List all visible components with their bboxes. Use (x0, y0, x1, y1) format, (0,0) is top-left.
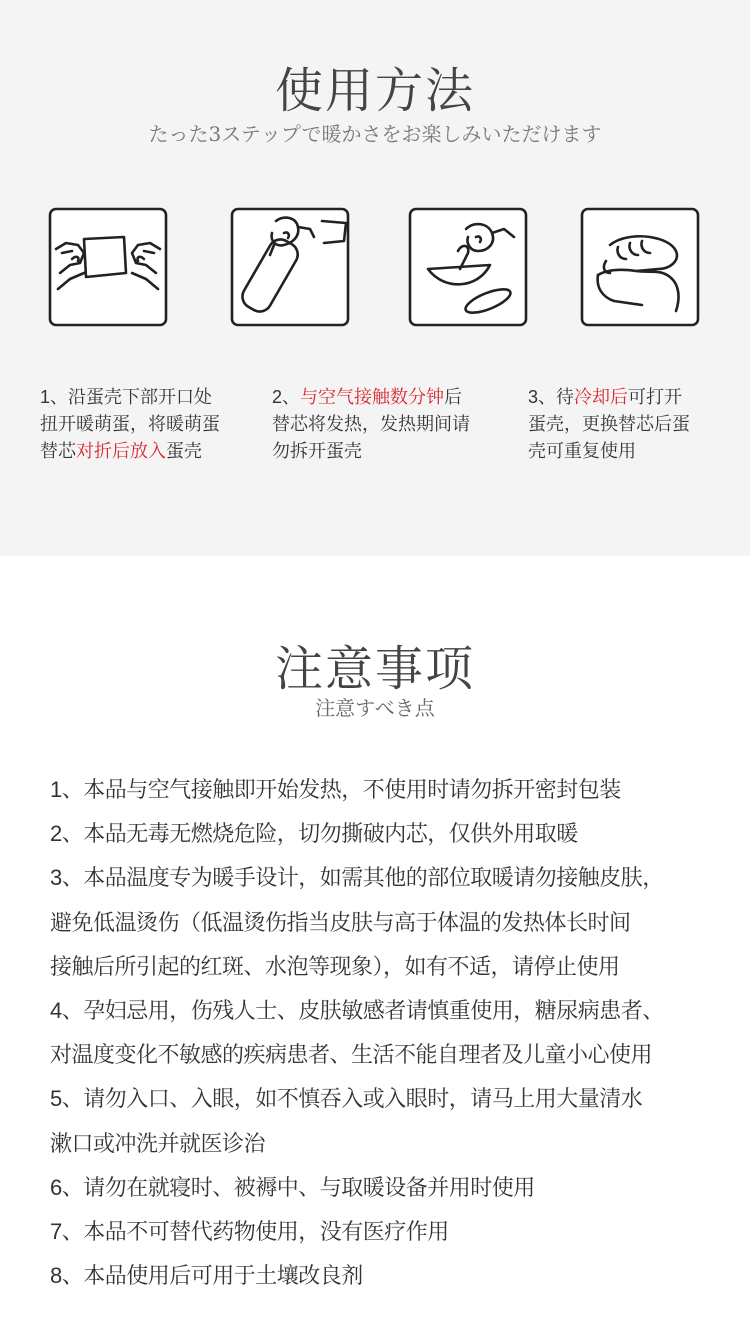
step-text-2 (272, 384, 512, 465)
hand-peel-pack-icon (230, 207, 350, 327)
step-line (40, 384, 250, 411)
usage-subtitle: たった3ステップで暖かさをお楽しみいただけます (148, 122, 602, 146)
step-text-1 (40, 384, 250, 465)
note-line: 4、孕妇忌用，伤残人士、皮肤敏感者请慎重使用，糖尿病患者、 (50, 998, 664, 1024)
step-line (272, 438, 512, 465)
step-text-segment: 替芯 (40, 441, 76, 461)
hand-open-shell-icon (408, 207, 528, 327)
step-line (40, 411, 250, 438)
note-line: 5、请勿入口、入眼，如不慎吞入或入眼时，请马上用大量清水 (50, 1086, 643, 1112)
note-line: 7、本品不可替代药物使用，没有医疗作用 (50, 1219, 449, 1245)
note-line: 2、本品无毒无燃烧危险，切勿撕破内芯，仅供外用取暖 (50, 821, 578, 847)
usage-title: 使用方法 (274, 63, 475, 119)
step-line (528, 411, 738, 438)
step-highlight: 对折后放入 (76, 441, 166, 461)
step-highlight: 与空气接触数分钟 (300, 387, 445, 407)
usage-section (0, 0, 750, 556)
note-line: 6、请勿在就寝时、被褥中、与取暖设备并用时使用 (50, 1174, 535, 1200)
step-line (40, 438, 250, 465)
note-line: 避免低温烫伤（低温烫伤指当皮肤与高于体温的发热体长时间 (50, 909, 631, 935)
step-text-segment: 3、待 (528, 387, 575, 407)
note-line: 对温度变化不敏感的疾病患者、生活不能自理者及儿童小心使用 (50, 1042, 653, 1068)
step-text-3 (528, 384, 738, 465)
step-highlight: 冷却后 (574, 387, 629, 407)
step-text-segment: 1、沿蛋壳下部开口处 (40, 387, 213, 407)
step-line (528, 384, 738, 411)
step-line (272, 411, 512, 438)
note-line: 漱口或冲洗并就医诊治 (50, 1130, 266, 1156)
step-text-segment: 蛋壳，更换替芯后蛋 (528, 414, 690, 434)
step-text-segment: 替芯将发热，发热期间请 (272, 414, 470, 434)
note-line: 接触后所引起的红斑、水泡等现象），如有不适，请停止使用 (50, 953, 620, 979)
step-text-segment: 后 (444, 387, 463, 407)
step-text-segment: 2、 (272, 387, 301, 407)
step-text-segment: 可打开 (628, 387, 683, 407)
notes-list (50, 768, 730, 1298)
note-line: 8、本品使用后可用于土壤改良剂 (50, 1263, 363, 1289)
note-line: 3、本品温度专为暖手设计，如需其他的部位取暖请勿接触皮肤， (50, 865, 664, 891)
step-text-segment: 蛋壳 (166, 441, 202, 461)
notes-subtitle: 注意すべき点 (315, 696, 435, 720)
hands-open-package-icon (48, 207, 168, 327)
step-line (272, 384, 512, 411)
notes-title: 注意事项 (274, 641, 475, 697)
step-text-segment: 扭开暖萌蛋，将暖萌蛋 (40, 414, 220, 434)
note-line: 1、本品与空气接触即开始发热，不使用时请勿拆开密封包装 (50, 777, 621, 802)
hands-holding-egg-icon (580, 207, 700, 327)
step-text-segment: 壳可重复使用 (528, 441, 636, 461)
step-text-segment: 勿拆开蛋壳 (272, 441, 362, 461)
step-line (528, 438, 738, 465)
